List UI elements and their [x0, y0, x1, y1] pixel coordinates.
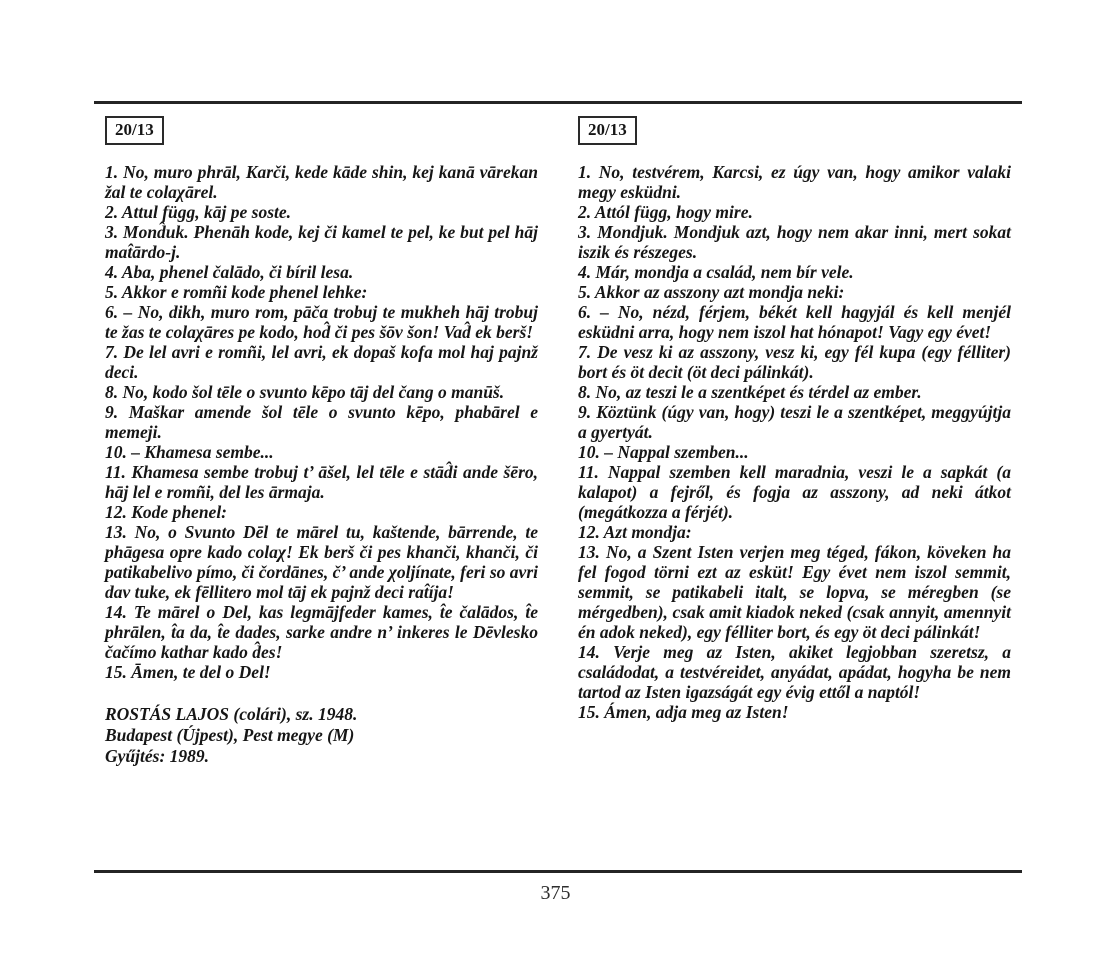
- verse-paragraph: 15. Ámen, adja meg az Isten!: [578, 702, 789, 722]
- source-line: ROSTÁS LAJOS (colári), sz. 1948.: [105, 704, 358, 724]
- verse-paragraph: 1. No, muro phrāl, Karči, kede kāde shin, kej kanā vārekan žal te colaχārel.: [105, 162, 538, 202]
- page-number: 375: [540, 882, 571, 904]
- verse-paragraph: 5. Akkor az asszony azt mondja neki:: [578, 282, 845, 302]
- top-rule: [94, 101, 1022, 104]
- verse-paragraph: 8. No, kodo šol tēle o svunto kēpo tāj del čang o manūš.: [105, 382, 505, 402]
- verse-paragraph: 7. De lel avri e romñi, lel avri, ek dopaš kofa mol haj pajnž deci.: [105, 342, 538, 382]
- verse-paragraph: 5. Akkor e romñi kode phenel lehke:: [105, 282, 368, 302]
- item-number-label: 20/13: [115, 120, 154, 139]
- source-line: Gyűjtés: 1989.: [105, 746, 210, 766]
- right-verses: [578, 162, 1011, 722]
- verse-paragraph: 6. – No, dikh, muro rom, pāča trobuj te mukheh hāj trobuj te žas te colaχāres pe kodo, hod̂ či pes šōv šon! Vad̂ ek berš!: [105, 302, 538, 342]
- verse-paragraph: 4. Aba, phenel čalādo, či bíril lesa.: [105, 262, 354, 282]
- verse-paragraph: 12. Kode phenel:: [105, 502, 228, 522]
- verse-paragraph: 10. – Nappal szemben...: [578, 442, 749, 462]
- verse-paragraph: 8. No, az teszi le a szentképet és térdel az ember.: [578, 382, 922, 402]
- verse-paragraph: 11. Khamesa sembe trobuj t’ āšel, lel tēle e stād̂i ande šēro, hāj lel e romñi, del les ārmaja.: [105, 462, 538, 502]
- source-attribution: [105, 704, 538, 767]
- verse-paragraph: 12. Azt mondja:: [578, 522, 692, 542]
- left-verses: [105, 162, 538, 682]
- verse-paragraph: 2. Attul függ, kāj pe soste.: [105, 202, 292, 222]
- verse-paragraph: 14. Te mārel o Del, kas legmājfeder kames, t̂e čalādos, t̂e phrālen, t̂a da, t̂e dades, sarke andre n’ inkeres le Dēvlesko čačímo kathar kado d̂es!: [105, 602, 538, 662]
- verse-paragraph: 9. Maškar amende šol tēle o svunto kēpo, phabārel e memeji.: [105, 402, 538, 442]
- bottom-rule: [94, 870, 1022, 873]
- left-column: [105, 116, 538, 767]
- verse-paragraph: 4. Már, mondja a család, nem bír vele.: [578, 262, 854, 282]
- source-line: Budapest (Újpest), Pest megye (M): [105, 725, 355, 745]
- verse-paragraph: 11. Nappal szemben kell maradnia, veszi le a sapkát (a kalapot) a fejről, és fogja az asszony, ad neki átkot (megátkozza a férjét).: [578, 462, 1011, 522]
- item-number-label: 20/13: [588, 120, 627, 139]
- right-item-number-box: [578, 116, 637, 145]
- verse-paragraph: 13. No, a Szent Isten verjen meg téged, fákon, köveken ha fel fogod törni ezt az esküt! Egy évet nem iszol semmit, semmit, se patikabeli italt, se lopva, se méregben (se mérgedben), csak amit kiadok neked (csak annyit, amennyit én adok neked), egy félliter bort, és egy öt deci pálinkát!: [578, 542, 1011, 642]
- verse-paragraph: 9. Köztünk (úgy van, hogy) teszi le a szentképet, meggyújtja a gyertyát.: [578, 402, 1011, 442]
- verse-paragraph: 13. No, o Svunto Dēl te mārel tu, kaštende, bārrende, te phāgesa opre kado colaχ! Ek berš či pes khanči, khanči, či patikabelivo pímo, či čordānes, č’ ande χoljínate, feri so avri dav tuke, ek fēllitero mol tāj ek pajnž deci rat̂íja!: [105, 522, 538, 602]
- verse-paragraph: 7. De vesz ki az asszony, vesz ki, egy fél kupa (egy félliter) bort és öt decit (öt deci pálinkát).: [578, 342, 1011, 382]
- verse-paragraph: 3. Mondjuk. Mondjuk azt, hogy nem akar inni, mert sokat iszik és részeges.: [578, 222, 1011, 262]
- verse-paragraph: 10. – Khamesa sembe...: [105, 442, 274, 462]
- verse-paragraph: 14. Verje meg az Isten, akiket legjobban szeretsz, a családodat, a testvéreidet, anyádat, apádat, hogyha be nem tartod az Isten igazságát egy évig ettől a naptól!: [578, 642, 1011, 702]
- verse-paragraph: 6. – No, nézd, férjem, békét kell hagyjál és kell menjél esküdni arra, hogy nem iszol hat hónapot! Vagy egy évet!: [578, 302, 1011, 342]
- verse-paragraph: 2. Attól függ, hogy mire.: [578, 202, 753, 222]
- right-column: [578, 116, 1011, 722]
- verse-paragraph: 1. No, testvérem, Karcsi, ez úgy van, hogy amikor valaki megy esküdni.: [578, 162, 1011, 202]
- left-item-number-box: [105, 116, 164, 145]
- verse-paragraph: 3. Mond̂uk. Phenāh kode, kej či kamel te pel, ke but pel hāj mat̂ārdo-j.: [105, 222, 538, 262]
- verse-paragraph: 15. Āmen, te del o Del!: [105, 662, 271, 682]
